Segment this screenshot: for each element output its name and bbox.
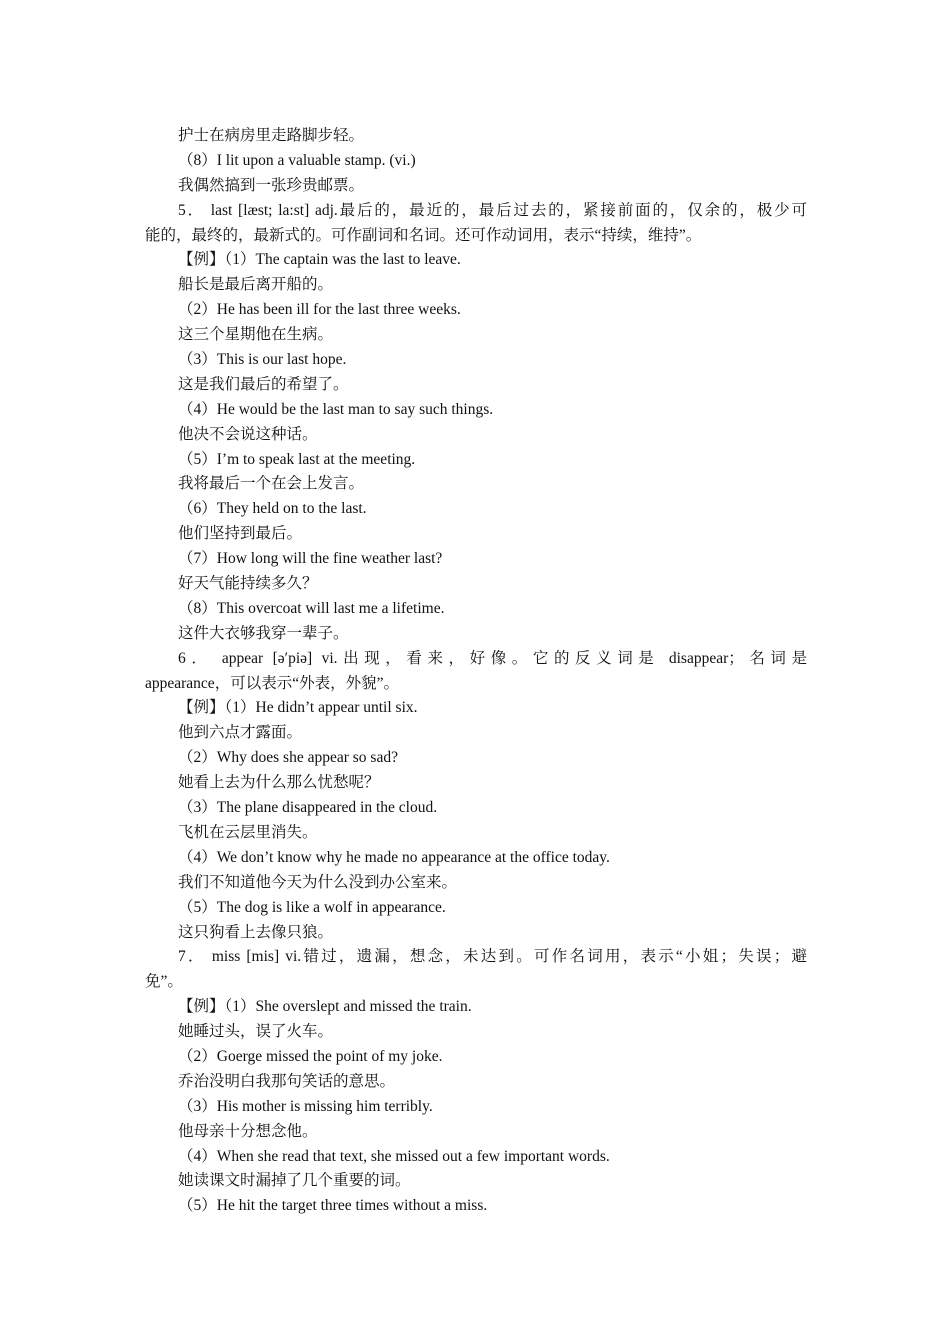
text-line: 他母亲十分想念他。: [178, 1122, 318, 1140]
text-line: （3）His mother is missing him terribly.: [178, 1097, 433, 1115]
text-line: （7）How long will the fine weather last?: [178, 550, 443, 568]
text-line: 他们坚持到最后。: [178, 525, 303, 543]
text-line: （2）He has been ill for the last three weeks.: [178, 301, 461, 319]
text-line: 这是我们最后的希望了。: [178, 375, 349, 393]
text-line: 她看上去为什么那么忧愁呢？: [178, 774, 380, 792]
text-line: （5）I’m to speak last at the meeting.: [178, 450, 416, 468]
text-line: 他到六点才露面。: [178, 724, 303, 742]
text-line: 能的，最终的，最新式的。可作副词和名词。还可作动词用，表示“持续，维持”。: [145, 226, 702, 244]
text-line: 这三个星期他在生病。: [178, 326, 334, 344]
text-line: （3）This is our last hope.: [178, 351, 347, 369]
text-line: （4）We don’t know why he made no appearance at the office today.: [178, 848, 610, 866]
text-line: 这件大衣够我穿一辈子。: [178, 624, 349, 642]
entry-heading-miss: 7． miss [mis] vi.错过，遗漏，想念，未达到。可作名词用，表示“小姐；失误；避: [178, 948, 807, 966]
text-line: （3）The plane disappeared in the cloud.: [178, 799, 438, 817]
text-line: 好天气能持续多久？: [178, 575, 318, 593]
text-line: 乔治没明白我那句笑话的意思。: [178, 1072, 396, 1090]
text-line: （5）He hit the target three times without a miss.: [178, 1197, 488, 1215]
text-line: 这只狗看上去像只狼。: [178, 923, 334, 941]
text-line: 我将最后一个在会上发言。: [178, 475, 365, 493]
document-body: [145, 124, 807, 1219]
text-line: 她睡过头，误了火车。: [178, 1023, 334, 1041]
entry-heading-last: 5． last [læst; la:st] adj.最后的，最近的，最后过去的，紧接前面的，仅余的，极少可: [178, 201, 807, 219]
text-line: （8）I lit upon a valuable stamp. (vi.): [178, 151, 416, 169]
text-line: （2）Goerge missed the point of my joke.: [178, 1047, 443, 1065]
example-label-line: 【例】（1）He didn’t appear until six.: [178, 699, 418, 717]
entry-heading-appear: 6． appear [ə′piə] vi.出现，看来，好像。它的反义词是 disappear；名词是: [178, 649, 807, 667]
text-line: 我们不知道他今天为什么没到办公室来。: [178, 873, 458, 891]
text-line: 她读课文时漏掉了几个重要的词。: [178, 1172, 411, 1190]
text-line: （2）Why does she appear so sad?: [178, 749, 398, 767]
text-line: （4）He would be the last man to say such things.: [178, 400, 494, 418]
text-line: 免”。: [145, 973, 183, 991]
text-line: appearance，可以表示“外表，外貌”。: [145, 674, 399, 692]
example-label-line: 【例】（1）She overslept and missed the train.: [178, 998, 472, 1016]
text-line: 我偶然搞到一张珍贵邮票。: [178, 176, 365, 194]
text-line: 船长是最后离开船的。: [178, 276, 334, 294]
text-line: （4）When she read that text, she missed out a few important words.: [178, 1147, 610, 1165]
example-label-line: 【例】（1）The captain was the last to leave.: [178, 251, 461, 269]
text-line: （6）They held on to the last.: [178, 500, 367, 518]
text-line: 飞机在云层里消失。: [178, 823, 318, 841]
text-line: 护士在病房里走路脚步轻。: [178, 127, 365, 144]
text-line: （5）The dog is like a wolf in appearance.: [178, 898, 446, 916]
text-line: 他决不会说这种话。: [178, 425, 318, 443]
text-line: （8）This overcoat will last me a lifetime.: [178, 599, 445, 617]
